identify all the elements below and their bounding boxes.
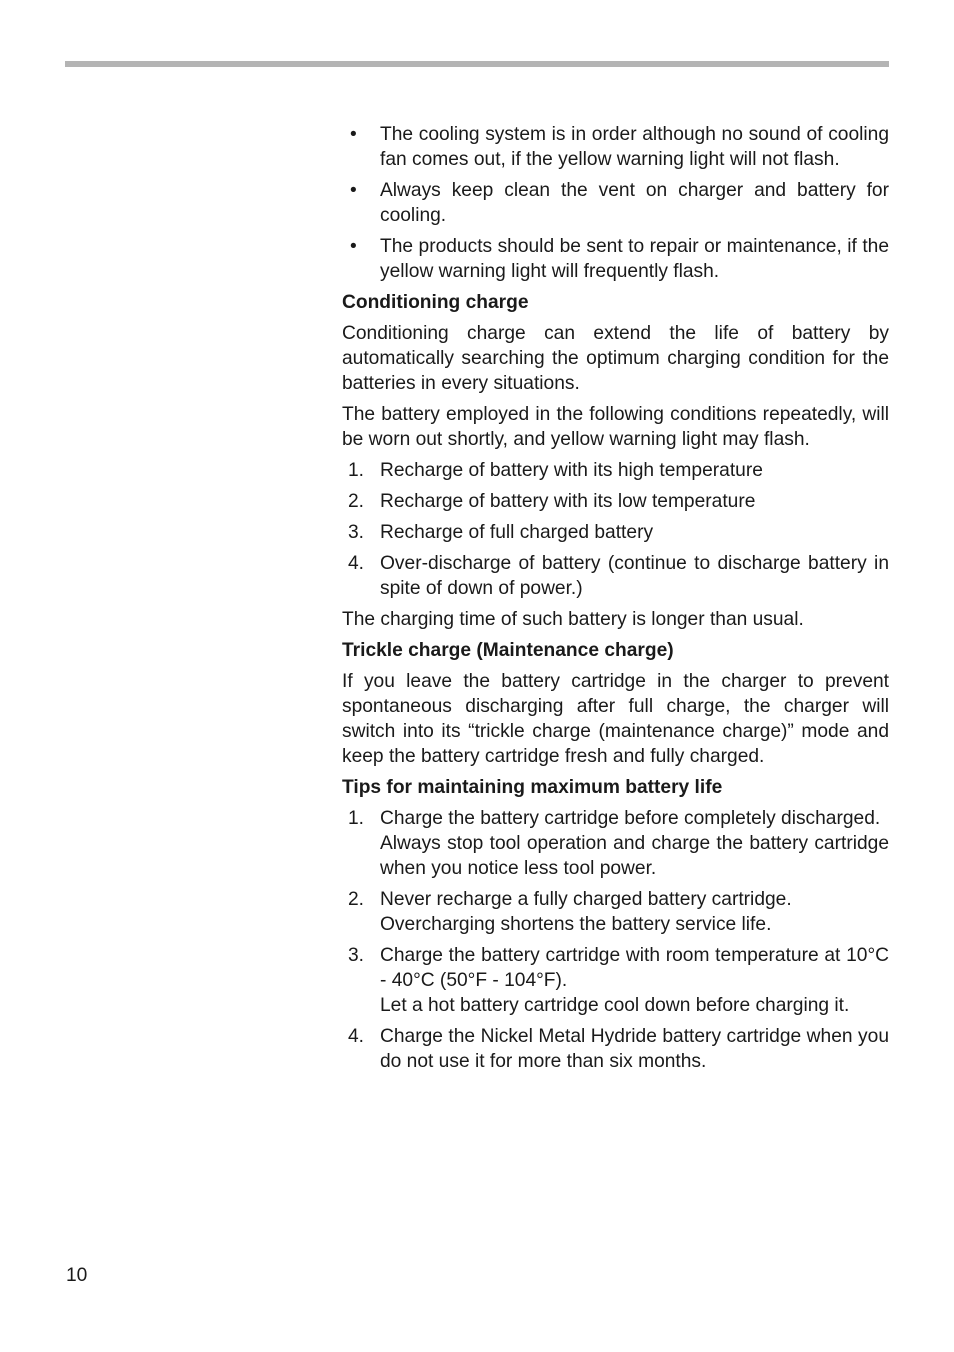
- item-text: Charge the battery cartridge with room temperature at 10°C - 40°C (50°F - 104°F).: [380, 945, 889, 991]
- tips-item: [342, 887, 889, 937]
- item-text: Recharge of full charged battery: [380, 522, 654, 543]
- bullet-list: [342, 122, 889, 284]
- item-number: 4.: [348, 553, 365, 574]
- bullet-text: The cooling system is in order although no sound of cooling fan comes out, if the yellow warning light will not flash.: [380, 124, 889, 170]
- item-text: Over-discharge of battery (continue to discharge battery in spite of down of power.): [380, 553, 889, 599]
- bullet-item: [342, 178, 889, 228]
- item-number: 2.: [348, 491, 365, 512]
- item-number: 1.: [348, 460, 365, 481]
- conditioning-item: [342, 520, 889, 545]
- item-number: 3.: [348, 945, 365, 966]
- conditioning-list: [342, 458, 889, 601]
- tips-list: [342, 806, 889, 1074]
- conditioning-item: [342, 551, 889, 601]
- item-text: Charge the Nickel Metal Hydride battery cartridge when you do not use it for more than six months.: [380, 1026, 889, 1072]
- conditioning-closing: The charging time of such battery is longer than usual.: [342, 609, 804, 630]
- main-column: [342, 122, 889, 1080]
- item-text: Recharge of battery with its high temperature: [380, 460, 763, 481]
- bullet-item: [342, 234, 889, 284]
- item-subtext: Overcharging shortens the battery service life.: [380, 914, 772, 935]
- header-rule: [65, 61, 889, 67]
- bullet-text: The products should be sent to repair or maintenance, if the yellow warning light will frequently flash.: [380, 236, 889, 282]
- page-number: 10: [66, 1265, 88, 1286]
- conditioning-paragraph-2: The battery employed in the following conditions repeatedly, will be worn out shortly, and yellow warning light may flash.: [342, 404, 889, 450]
- conditioning-item: [342, 458, 889, 483]
- tips-item: [342, 1024, 889, 1074]
- item-text: Never recharge a fully charged battery cartridge.: [380, 889, 792, 910]
- conditioning-heading: Conditioning charge: [342, 292, 529, 313]
- conditioning-paragraph-1: Conditioning charge can extend the life of battery by automatically searching the optimum charging condition for the batteries in every situations.: [342, 323, 889, 394]
- item-subtext: Always stop tool operation and charge the battery cartridge when you notice less tool power.: [380, 833, 889, 879]
- item-number: 1.: [348, 808, 365, 829]
- trickle-paragraph: If you leave the battery cartridge in the charger to prevent spontaneous discharging after full charge, the charger will switch into its “trickle charge (maintenance charge)” mode and keep the battery cartridge fresh and fully charged.: [342, 671, 889, 767]
- bullet-text: Always keep clean the vent on charger and battery for cooling.: [380, 180, 889, 226]
- conditioning-item: [342, 489, 889, 514]
- bullet-item: [342, 122, 889, 172]
- item-text: Recharge of battery with its low temperature: [380, 491, 756, 512]
- bullet-marker: •: [350, 180, 357, 201]
- item-subtext: Let a hot battery cartridge cool down before charging it.: [380, 995, 850, 1016]
- tips-heading: Tips for maintaining maximum battery life: [342, 777, 723, 798]
- item-number: 4.: [348, 1026, 365, 1047]
- bullet-marker: •: [350, 124, 357, 145]
- tips-item: [342, 943, 889, 1018]
- item-number: 3.: [348, 522, 365, 543]
- bullet-marker: •: [350, 236, 357, 257]
- tips-item: [342, 806, 889, 881]
- item-number: 2.: [348, 889, 365, 910]
- trickle-heading: Trickle charge (Maintenance charge): [342, 640, 674, 661]
- item-text: Charge the battery cartridge before completely discharged.: [380, 808, 881, 829]
